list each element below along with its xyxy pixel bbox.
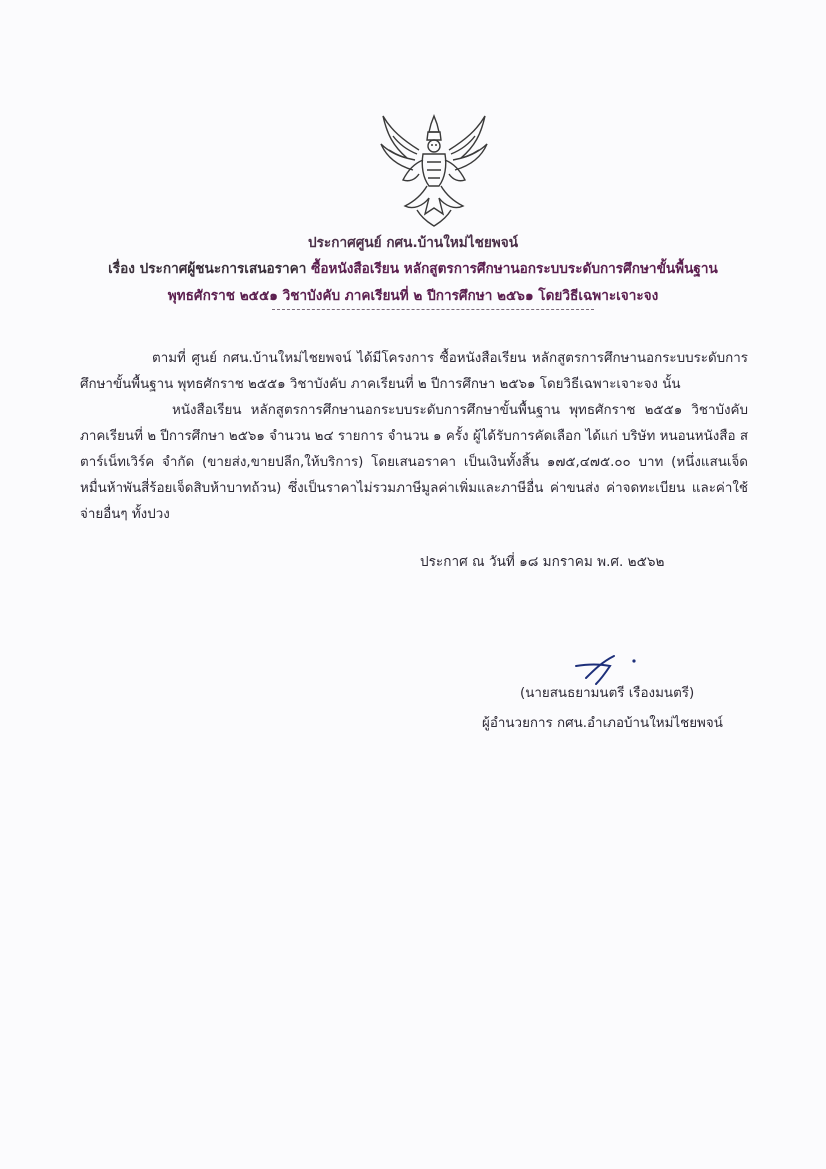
dashed-divider xyxy=(272,309,594,310)
body-paragraph-1: ตามที่ ศูนย์ กศน.บ้านใหม่ไชยพจน์ ได้มีโครงการ ซื้อหนังสือเรียน หลักสูตรการศึกษานอกระบบระดับการศึกษาขั้นพื้นฐาน พุทธศักราช ๒๕๕๑ วิชาบังคับ ภาคเรียนที่ ๒ ปีการศึกษา ๒๕๖๑ โดยวิธีเฉพาะเจาะจง นั้น xyxy=(80,351,748,392)
garuda-emblem-icon xyxy=(373,110,495,228)
signer-name: (นายสนธยามนตรี เรืองมนตรี) xyxy=(520,686,695,701)
subject-label: เรื่อง ประกาศผู้ชนะการเสนอราคา xyxy=(108,261,307,277)
announcement-date: ประกาศ ณ วันที่ ๑๘ มกราคม พ.ศ. ๒๕๖๒ xyxy=(420,554,665,570)
announcement-subject-line2 xyxy=(0,284,826,306)
signer-position: ผู้อำนวยการ กศน.อำเภอบ้านใหม่ไชยพจน์ xyxy=(482,716,723,731)
announcement-subject-line1 xyxy=(0,257,826,279)
subject-text-cont: พุทธศักราช ๒๕๕๑ วิชาบังคับ ภาคเรียนที่ ๒ ปีการศึกษา ๒๕๖๑ โดยวิธีเฉพาะเจาะจง xyxy=(167,288,659,304)
announcement-title: ประกาศศูนย์ กศน.บ้านใหม่ไชยพจน์ xyxy=(307,235,519,251)
subject-text: ซื้อหนังสือเรียน หลักสูตรการศึกษานอกระบบระดับการศึกษาขั้นพื้นฐาน xyxy=(311,261,718,277)
body-paragraph-2: หนังสือเรียน หลักสูตรการศึกษานอกระบบระดับการศึกษาขั้นพื้นฐาน พุทธศักราช ๒๕๕๑ วิชาบังคับ ภาคเรียนที่ ๒ ปีการศึกษา ๒๕๖๑ จำนวน ๒๔ รายการ จำนวน ๑ ครั้ง ผู้ได้รับการคัดเลือก ได้แก่ บริษัท หนอนหนังสือ สตาร์เน็ทเวิร์ค จำกัด (ขายส่ง,ขายปลีก,ให้บริการ) โดยเสนอราคา เป็นเงินทั้งสิ้น ๑๗๕,๔๗๕.๐๐ บาท (หนึ่งแสนเจ็ดหมื่นห้าพันสี่ร้อยเจ็ดสิบห้าบาทถ้วน) ซึ่งเป็นราคาไม่รวมภาษีมูลค่าเพิ่มและภาษีอื่น ค่าขนส่ง ค่าจดทะเบียน และค่าใช้จ่ายอื่นๆ ทั้งปวง xyxy=(80,403,748,522)
